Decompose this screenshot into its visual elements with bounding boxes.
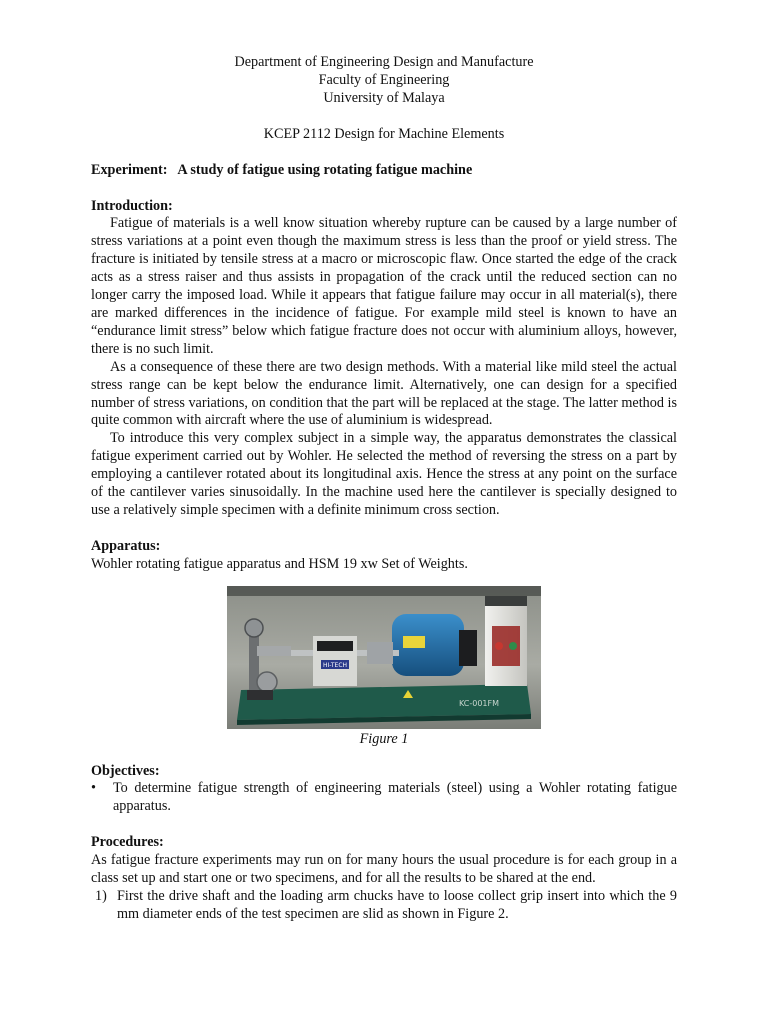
- warning-label-icon: [403, 636, 425, 648]
- figure-1: [91, 586, 677, 749]
- list-item: [91, 780, 677, 816]
- objectives-heading: Objectives:: [91, 762, 160, 779]
- introduction-heading: Introduction:: [91, 197, 173, 214]
- apparatus-heading: Apparatus:: [91, 537, 161, 554]
- procedures-intro: As fatigue fracture experiments may run on for many hours the usual procedure is for each group in a class set up and start one or two specimens, and for all the results to be shared at the end.: [91, 852, 677, 887]
- document-body: [91, 54, 677, 924]
- intro-paragraph-3: To introduce this very complex subject in a simple way, the apparatus demonstrates the classical fatigue experiment carried out by Wohler. He selected the method of reversing the stress on a part by employing a cantilever rotated about its longitudinal axis. Hence the stress at any point on the surface of the cantilever varies sinusoidally. In the machine used here the cantilever is specially designed to use a relatively simple specimen with a definite minimum cross section.: [91, 430, 677, 518]
- procedures-list: [91, 888, 677, 924]
- intro-paragraph-2: As a consequence of these there are two design methods. With a material like mild steel the actual stress range can be kept below the endurance limit. Alternatively, one can design for a specified number of stress variations, on condition that the part will be replaced at the stage. The latter method is quite common with aircraft where the use of aluminium is widespread.: [91, 358, 677, 429]
- document-header: [91, 54, 677, 108]
- objectives-list: [91, 780, 677, 816]
- model-label: KC-001FM: [458, 698, 500, 708]
- step-text: First the drive shaft and the loading arm chucks have to loose collect grip insert into which the 9 mm diameter ends of the test specimen are slid as shown in Figure 2.: [117, 888, 677, 922]
- fatigue-apparatus-photo: [227, 586, 541, 729]
- brand-label: HI-TECH: [322, 661, 348, 669]
- apparatus-text: Wohler rotating fatigue apparatus and HSM 19 xw Set of Weights.: [91, 555, 468, 572]
- weight-hanger-icon: [257, 672, 277, 692]
- figure-caption: Figure 1: [359, 730, 409, 747]
- procedures-heading: Procedures:: [91, 834, 164, 851]
- start-button-icon: [509, 642, 517, 650]
- objective-text: To determine fatigue strength of engineering materials (steel) using a Wohler rotating fatigue apparatus.: [113, 780, 677, 815]
- stop-button-icon: [495, 642, 503, 650]
- experiment-name: A study of fatigue using rotating fatigue machine: [177, 161, 473, 178]
- intro-paragraph-1: Fatigue of materials is a well know situation whereby rupture can be caused by a large number of stress variations at a point even though the maximum stress is less than the proof or yield stress. The fracture is initiated by tensile stress at a macro or microscopic flaw. Once started the edge of the crack acts as a stress raiser and thus assists in propagation of the crack until the reduced section can no longer carry the imposed load. While it appears that fatigue failure may occur in all material(s), there are marked differences in the incidence of fatigue. For example mild steel is known to have an “endurance limit stress” below which fatigue fracture does not occur with aluminium alloys, however, there is no such limit.: [91, 215, 677, 357]
- list-item: [91, 888, 677, 924]
- faculty-name: Faculty of Engineering: [318, 71, 450, 88]
- step-number: 1): [95, 888, 107, 904]
- bullet-icon: •: [91, 780, 96, 797]
- experiment-title: [91, 162, 677, 180]
- university-name: University of Malaya: [323, 89, 445, 106]
- electric-motor: [392, 614, 464, 676]
- department-name: Department of Engineering Design and Manufacture: [234, 54, 534, 70]
- course-title: KCEP 2112 Design for Machine Elements: [263, 125, 505, 142]
- experiment-label: Experiment:: [91, 161, 168, 178]
